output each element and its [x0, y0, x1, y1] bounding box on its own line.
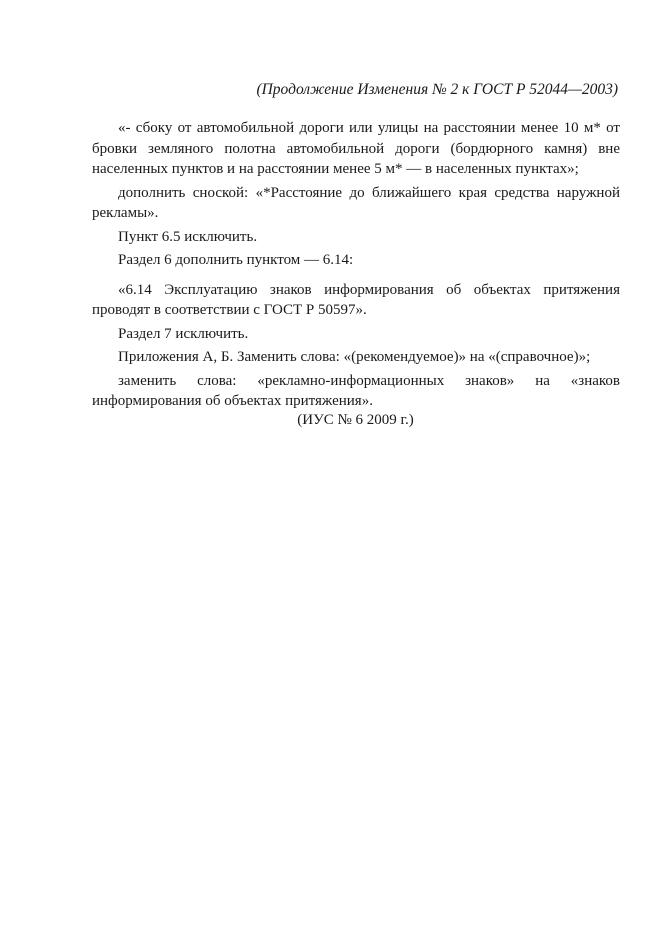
- document-body: [92, 118, 620, 415]
- page-footer: [0, 410, 661, 430]
- paragraph-appendices: Приложения А, Б. Заменить слова: «(рекомендуемое)» на «(справочное)»;: [118, 349, 591, 365]
- paragraph-clause-6-5: Пункт 6.5 исключить.: [118, 228, 258, 245]
- paragraph-replace-words: заменить слова: «рекламно-информационных знаков» на «знаков информирования об объектах притяжения».: [92, 372, 620, 409]
- paragraph-clause-6-14: «6.14 Эксплуатацию знаков информирования об объектах притяжения проводят в соответствии с ГОСТ Р 50597».: [92, 281, 620, 318]
- paragraph-footnote-addition: дополнить сноской: «*Расстояние до ближайшего края средства наружной рекламы».: [92, 184, 620, 221]
- page-header: (Продолжение Изменения № 2 к ГОСТ Р 52044—2003): [256, 81, 618, 98]
- source-reference: (ИУС № 6 2009 г.): [297, 412, 414, 428]
- paragraph-section-7: Раздел 7 исключить.: [118, 325, 249, 342]
- paragraph-section-6-addition: Раздел 6 дополнить пунктом — 6.14:: [118, 252, 354, 268]
- paragraph-roadside-distance: «- сбоку от автомобильной дороги или улицы на расстоянии менее 10 м* от бровки земляного полотна автомобильной дороги (бордюрного камня) вне населенных пунктов и на расстоянии менее 5 м* — в населенных пунктах»;: [92, 120, 620, 177]
- paragraphs-block: [92, 118, 620, 412]
